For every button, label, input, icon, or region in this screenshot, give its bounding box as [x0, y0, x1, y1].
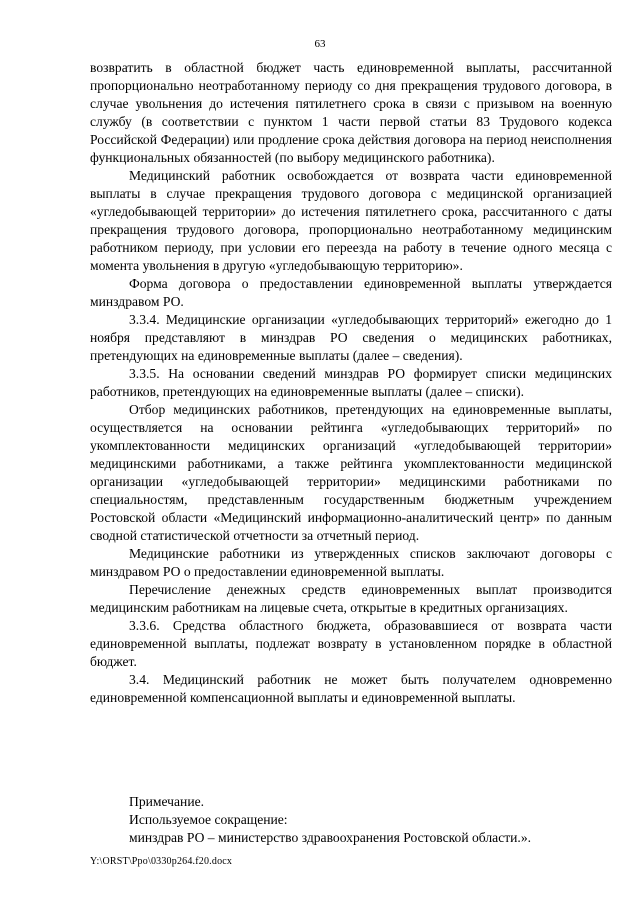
paragraph: возвратить в областной бюджет часть единовременной выплаты, рассчитанной пропорционально неотработанному периоду со дня прекращения трудового договора, в случае увольнения до истечения пятилетнего срока в связи с призывом на военную службу (в соответствии с пунктом 1 части первой статьи 83 Трудового кодекса Российской Федерации) или продление срока действия договора на период неисполнения функциональных обязанностей (по выбору медицинского работника). — [90, 60, 612, 165]
body-text — [90, 59, 612, 707]
paragraph: Форма договора о предоставлении единовременной выплаты утверждается минздравом РО. — [90, 276, 612, 309]
note-subheading: Используемое сокращение: — [129, 812, 288, 827]
paragraph: 3.4. Медицинский работник не может быть получателем одновременно единовременной компенсационной выплаты и единовременной выплаты. — [90, 672, 612, 705]
note-definition: минздрав РО – министерство здравоохранения Ростовской области.». — [129, 830, 532, 845]
paragraph: Перечисление денежных средств единовременных выплат производится медицинским работникам на лицевые счета, открытые в кредитных организациях. — [90, 582, 612, 615]
page-number: 63 — [314, 38, 326, 50]
note-block — [90, 793, 612, 847]
paragraph: Медицинские работники из утвержденных списков заключают договоры с минздравом РО о предоставлении единовременной выплаты. — [90, 546, 612, 579]
paragraph: Отбор медицинских работников, претендующих на единовременные выплаты, осуществляется на основании рейтинга «угледобывающих территорий» по укомплектованности медицинских организаций «угледобывающей территории» медицинскими работниками, а также рейтинга укомплектованности медицинской организации «угледобывающей территории» медицинскими работниками по специальностям, представленным государственным бюджетным учреждением Ростовской области «Медицинский информационно-аналитический центр» по данным сводной статистической отчетности за отчетный период. — [90, 402, 612, 543]
footer-file-path: Y:\ORST\Ppo\0330p264.f20.docx — [90, 856, 233, 867]
paragraph: 3.3.4. Медицинские организации «угледобывающих территорий» ежегодно до 1 ноября представляют в минздрав РО сведения о медицинских работниках, претендующих на единовременные выплаты (далее – сведения). — [90, 312, 612, 363]
note-heading: Примечание. — [129, 794, 205, 809]
paragraph: 3.3.6. Средства областного бюджета, образовавшиеся от возврата части единовременной выплаты, подлежат возврату в установленном порядке в областной бюджет. — [90, 618, 612, 669]
paragraph: Медицинский работник освобождается от возврата части единовременной выплаты в случае прекращения трудового договора с медицинской организацией «угледобывающей территории» до истечения пятилетнего срока, рассчитанного с даты прекращения трудового договора, пропорционально неотработанному медицинским работником периоду, при условии его переезда на работу в течение одного месяца с момента увольнения в другую «угледобывающую территорию». — [90, 168, 612, 273]
paragraph: 3.3.5. На основании сведений минздрав РО формирует списки медицинских работников, претендующих на единовременные выплаты (далее – списки). — [90, 366, 612, 399]
